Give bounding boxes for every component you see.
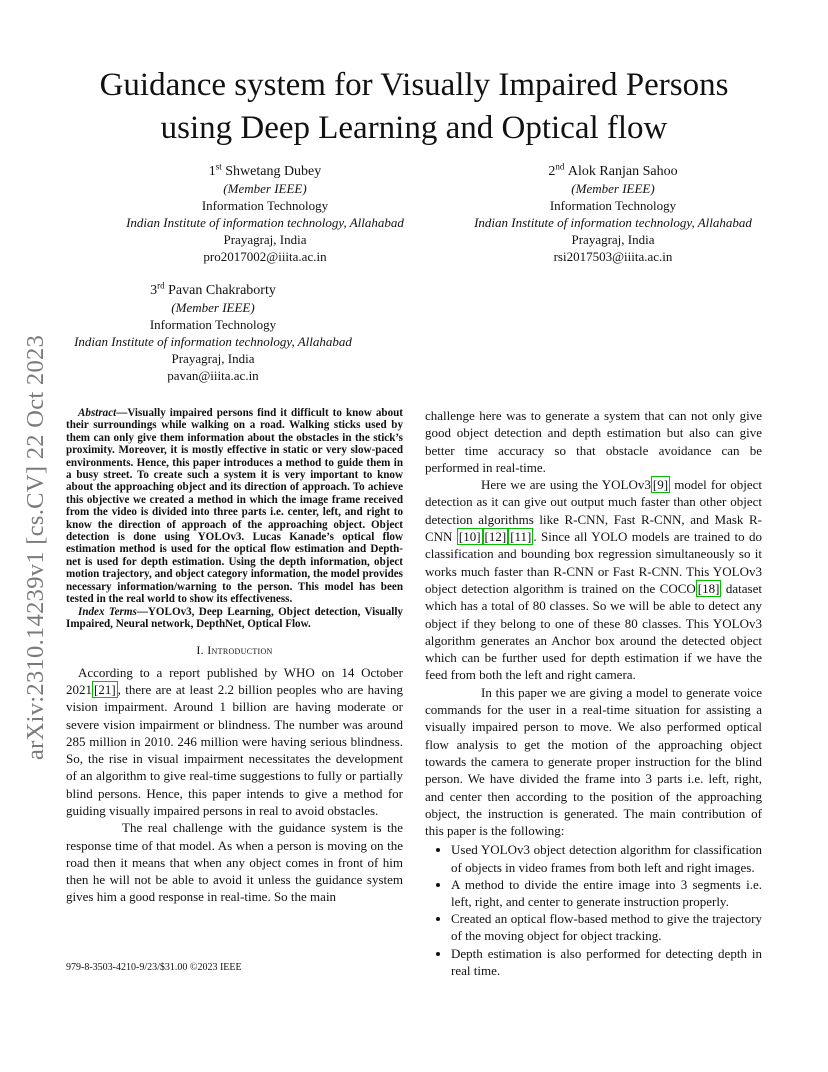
citation-12[interactable]: [12] — [484, 529, 507, 545]
section-title: Introduction — [207, 643, 273, 658]
title-line-2: using Deep Learning and Optical flow — [160, 110, 668, 146]
author-3-dept: Information Technology — [149, 317, 277, 332]
contributions-list — [425, 841, 762, 979]
author-2-ordinal: 2 — [548, 164, 556, 179]
contribution-item: • Depth estimation is also performed for detecting depth in real time. — [451, 945, 762, 979]
title-line-1: Guidance system for Visually Impaired Persons — [99, 67, 729, 103]
author-2-name: Alok Ranjan Sahoo — [567, 164, 678, 179]
section-number: I. — [196, 643, 204, 658]
section-heading — [66, 642, 403, 659]
author-2-membership: (Member IEEE) — [571, 181, 655, 196]
citation-21[interactable]: [21] — [94, 681, 116, 697]
author-1-membership: (Member IEEE) — [223, 181, 307, 196]
paper-title — [60, 64, 768, 150]
intro-p3-text-d: dataset which has a total of 80 classes. So we will be able to detect any object if they belong to one of these 80 classes. This YOLOv3 algorithm generates an Anchor box around the detected object which can be further used for depth estimation if we have the feed from both the left and right camera. — [425, 580, 762, 683]
author-1-email: pro2017002@iiita.ac.in — [203, 249, 327, 264]
author-1-name: Shwetang Dubey — [225, 164, 322, 179]
left-column — [66, 407, 403, 906]
intro-paragraph-2-continued: challenge here was to generate a system that can not only give good object detection and depth estimation but also can give better time accuracy so that obstacle avoidance can be performed in real-time. — [425, 408, 762, 475]
author-1-ordinal: 1 — [208, 164, 216, 179]
copyright-footnote: 979-8-3503-4210-9/23/$31.00 ©2023 IEEE — [66, 962, 242, 973]
author-1-dept: Information Technology — [201, 198, 329, 213]
contribution-item: • Used YOLOv3 object detection algorithm for classification of objects in video frames from both left and right images. — [451, 841, 762, 875]
author-block-1 — [100, 163, 430, 265]
citation-9[interactable]: [9] — [652, 477, 669, 493]
author-2-ordinal-sup: nd — [555, 161, 565, 172]
abstract: Abstract—Visually impaired persons find it difficult to know about their surroundings while walking on a road. Walking sticks used by them can only give them information about the obstacles in the stick’s proximity. Moreover, it is mostly effective in static or very slow-paced environments. Hence, this paper introduces a method to guide them in a busy street. To create such a system it is very important to know about the approaching object and its direction of approach. To achieve this objective we created a method in which the image frame received from the video is divided into three parts i.e. center, left, and right to know the direction of approach of the approaching object. Object detection is done using YOLOv3. Lucas Kanade’s optical flow estimation method is used for the optical flow estimation and Depth-net is used for depth estimation. Using the depth information, object motion trajectory, and object category information, the model provides necessary information/warning to the person. This model has been tested in the real world to show its effectiveness. — [66, 407, 403, 606]
abstract-text: Visually impaired persons find it difficult to know about their surroundings while walking on a road. Walking sticks used by them can only give them information about the obstacles in the stick’s proximity. Moreover, it is mostly effective in static or very slow-paced environments. Hence, this paper introduces a method to guide them in a busy street. To create such a system it is very important to know about the approaching object and its direction of approach. To achieve this objective we created a method in which the image frame received from the video is divided into three parts i.e. center, left, and right to know the direction of approach of the approaching object. Object detection is done using YOLOv3. Lucas Kanade’s optical flow estimation method is used for the optical flow estimation and Depth-net is used for depth estimation. Using the depth information, object motion trajectory, and object category information, the model provides necessary information/warning to the person. This model has been tested in the real world to show its effectiveness. — [66, 407, 403, 606]
author-3-email: pavan@iiita.ac.in — [167, 368, 259, 383]
author-2-city: Prayagraj, India — [571, 232, 655, 247]
author-1-city: Prayagraj, India — [223, 232, 307, 247]
author-1-institute: Indian Institute of information technology, Allahabad — [126, 215, 404, 230]
author-3-membership: (Member IEEE) — [171, 300, 255, 315]
abstract-label: Abstract — [78, 407, 117, 419]
contribution-item: • A method to divide the entire image into 3 segments i.e. left, right, and center to generate instruction properly. — [451, 876, 762, 910]
author-2-dept: Information Technology — [549, 198, 677, 213]
contribution-item: • Created an optical flow-based method to give the trajectory of the moving object for object tracking. — [451, 910, 762, 944]
intro-p1-text-a: According to a report published by WHO on 14 October 2021 — [66, 664, 403, 697]
right-column — [425, 407, 762, 979]
author-1-ordinal-sup: st — [215, 161, 222, 172]
citation-11[interactable]: [11] — [510, 529, 532, 545]
intro-paragraph-4: In this paper we are giving a model to generate voice commands for the user in a real-time situation for assisting a visually impaired person to move. We also performed optical flow analysis to get the motion of the approaching object towards the camera to generate proper instruction for the blind person. We have divided the frame into 3 parts i.e. left, right, and center then according to the position of the approaching object, the instruction is generated. The main contribution of this paper is the following: — [425, 684, 762, 839]
intro-paragraph-2: The real challenge with the guidance system is the response time of that model. As when a person is moving on the road then it means that when any object comes in front of him then he will not be able to avoid it unless the guidance system gives him a good response in real-time. So the main — [66, 820, 403, 905]
index-terms-label: Index Terms — [78, 605, 137, 618]
author-2-institute: Indian Institute of information technology, Allahabad — [474, 215, 752, 230]
index-terms: Index Terms—YOLOv3, Deep Learning, Object detection, Visually Impaired, Neural network, DepthNet, Optical Flow. — [66, 605, 403, 630]
author-block-3 — [48, 282, 378, 384]
intro-p3-text-c: . Since all YOLO models are trained to do classification and bounding box regression simultaneously so it works much faster than R-CNN or Fast R-CNN. This YOLOv3 object detection algorithm is trained on the COCO — [425, 529, 763, 596]
intro-paragraph-3 — [425, 476, 762, 684]
index-terms-text: YOLOv3, Deep Learning, Object detection, Visually Impaired, Neural network, DepthNet, Optical Flow. — [66, 605, 403, 630]
author-3-institute: Indian Institute of information technology, Allahabad — [74, 334, 352, 349]
author-3-ordinal-sup: rd — [157, 280, 165, 291]
citation-10[interactable]: [10] — [458, 529, 481, 545]
intro-p3-text-a: Here we are using the YOLOv3 — [481, 477, 651, 493]
author-3-ordinal: 3 — [150, 283, 158, 298]
intro-p3-text-b: model for object detection as it can give out output much faster than other object detection algorithms like R-CNN, Fast R-CNN, and Mask R-CNN — [425, 477, 762, 545]
author-3-name: Pavan Chakraborty — [168, 283, 276, 298]
citation-18[interactable]: [18] — [697, 580, 720, 596]
arxiv-identifier: arXiv:2310.14239v1 [cs.CV] 22 Oct 2023 — [22, 334, 49, 760]
author-block-2 — [448, 163, 778, 265]
intro-paragraph-1 — [66, 664, 403, 820]
author-3-city: Prayagraj, India — [171, 351, 255, 366]
author-2-email: rsi2017503@iiita.ac.in — [553, 249, 673, 264]
intro-p1-text-b: , there are at least 2.2 billion peoples who are having vision impairment. Around 1 billion are having moderate or severe vision impairment or blindness. The number was around 285 million in 2010. 246 million were having serious blindness. So, the rise in visual impairment necessitates the development of an algorithm to give real-time suggestions to fully or partially blind persons. Hence, this paper intends to give a method for guiding visually impaired persons in real to avoid obstacles. — [66, 681, 403, 818]
